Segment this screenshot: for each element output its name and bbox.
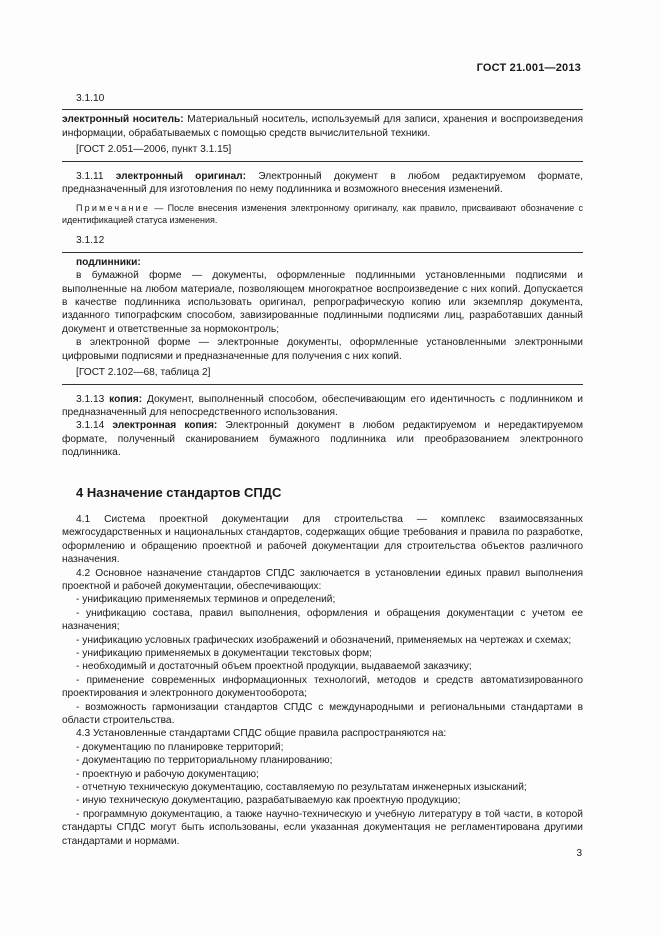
- list-item: - программную документацию, а также научно-техническую и учебную литературу в той части, в которой стандарты СПДС могут быть использованы, если указанная документация не регламентирована другими стандартами и нормами.: [62, 808, 583, 847]
- note-text: — После внесения изменения электронному оригиналу, как правило, присваивают обозначение с идентификацией статуса изменения.: [62, 203, 583, 226]
- term-electronic-form: в электронной форме — электронные документы, оформленные установленными электронными цифровыми подписями и предназначенные для получения с них копий.: [62, 337, 583, 362]
- list-item: - иную техническую документацию, разрабатываемую как проектную продукцию;: [76, 795, 461, 807]
- note-label: Примечание: [76, 203, 151, 214]
- term-name: электронный оригинал:: [115, 170, 247, 182]
- paragraph-4-3: 4.3 Установленные стандартами СПДС общие правила распространяются на:: [76, 728, 447, 740]
- term-text: Материальный носитель, используемый для записи, хранения и воспроизведения информации, обрабатываемых с помощью средств вычислительной техники.: [62, 114, 583, 139]
- term-box: [62, 109, 583, 161]
- term-name-text: подлинники:: [76, 256, 141, 268]
- list-item: - применение современных информационных технологий, методов и средств автоматизированного проектирования и электронного документооборота;: [62, 674, 583, 700]
- list-item: - отчетную техническую документацию, составляемую по результатам инженерных изысканий;: [76, 782, 527, 794]
- term-paragraph: [62, 419, 583, 459]
- document-header: ГОСТ 21.001—2013: [476, 62, 581, 74]
- list-item: - унификацию применяемых терминов и определений;: [76, 594, 336, 606]
- paragraph-4-2: 4.2 Основное назначение стандартов СПДС заключается в установлении единых правил выполнения проектной и рабочей документации, обеспечивающих:: [62, 567, 583, 592]
- term-number: 3.1.11: [76, 170, 104, 182]
- paragraph-4-1: 4.1 Система проектной документации для строительства — комплекс взаимосвязанных межгосударственных и национальных стандартов, содержащих общие требования и правила по разработке, оформлению и обращению проектной и рабочей документации для строительства объектов различного назначения.: [62, 513, 583, 566]
- term-text: Документ, выполненный способом, обеспечивающим его идентичность с подлинником и предназначенный для непосредственного использования.: [62, 393, 583, 418]
- term-paragraph: [62, 393, 583, 420]
- list-item: - унификацию условных графических изображений и обозначений, применяемых на чертежах и схемах;: [76, 634, 572, 646]
- list-item: - документацию по планировке территорий;: [76, 741, 284, 753]
- list-item: - унификацию состава, правил выполнения, оформления и обращения документации с учетом ее назначения;: [62, 607, 583, 633]
- list-item: - документацию по территориальному планированию;: [76, 755, 333, 767]
- page-number: 3: [576, 848, 582, 859]
- list-item: - проектную и рабочую документацию;: [76, 768, 259, 780]
- term-box: [62, 252, 583, 385]
- term-definition: [62, 113, 583, 140]
- list-4-2: [62, 593, 583, 727]
- term-reference: [ГОСТ 2.051—2006, пункт 3.1.15]: [76, 144, 232, 156]
- term-name: электронный носитель:: [62, 114, 184, 126]
- term-number: 3.1.10: [76, 93, 105, 104]
- term-number: 3.1.12: [76, 235, 105, 247]
- term-number: 3.1.14: [76, 420, 105, 432]
- note: [62, 202, 583, 226]
- term-paper-form: в бумажной форме — документы, оформленные подлинными установленными подписями и выполненные на любом материале, позволяющем многократное воспроизведение с них копий. Допускается в качестве подлинника использовать оригинал, репрографическую копию или экземпляр документа, изданного типографским способом, завизированные подлинными подписями лиц, разработавших данный документ и ответственные за нормоконтроль;: [62, 270, 583, 335]
- term-name: копия:: [109, 393, 143, 405]
- term-reference: [ГОСТ 2.102—68, таблица 2]: [76, 367, 211, 379]
- term-text: Электронный документ в любом редактируемом и нередактируемом формате, полученный сканированием бумажного подлинника или преобразованием электронного подлинника.: [62, 420, 583, 459]
- document-body: [62, 92, 583, 848]
- term-name: электронная копия:: [112, 420, 218, 432]
- list-item: - необходимый и достаточный объем проектной продукции, выдаваемой заказчику;: [76, 661, 472, 673]
- term-paragraph: [62, 170, 583, 197]
- term-text: Электронный документ в любом редактируемом формате, предназначенный для изготовления по нему подлинника и возможного внесения изменений.: [62, 170, 583, 196]
- list-4-3: [62, 741, 583, 848]
- list-item: - возможность гармонизации стандартов СПДС с международными и региональными стандартами в области строительства.: [62, 701, 583, 727]
- section-heading: 4 Назначение стандартов СПДС: [76, 484, 282, 500]
- term-number: 3.1.13: [76, 393, 105, 405]
- term-name: [62, 256, 583, 269]
- list-item: - унификацию применяемых в документации текстовых форм;: [76, 648, 372, 659]
